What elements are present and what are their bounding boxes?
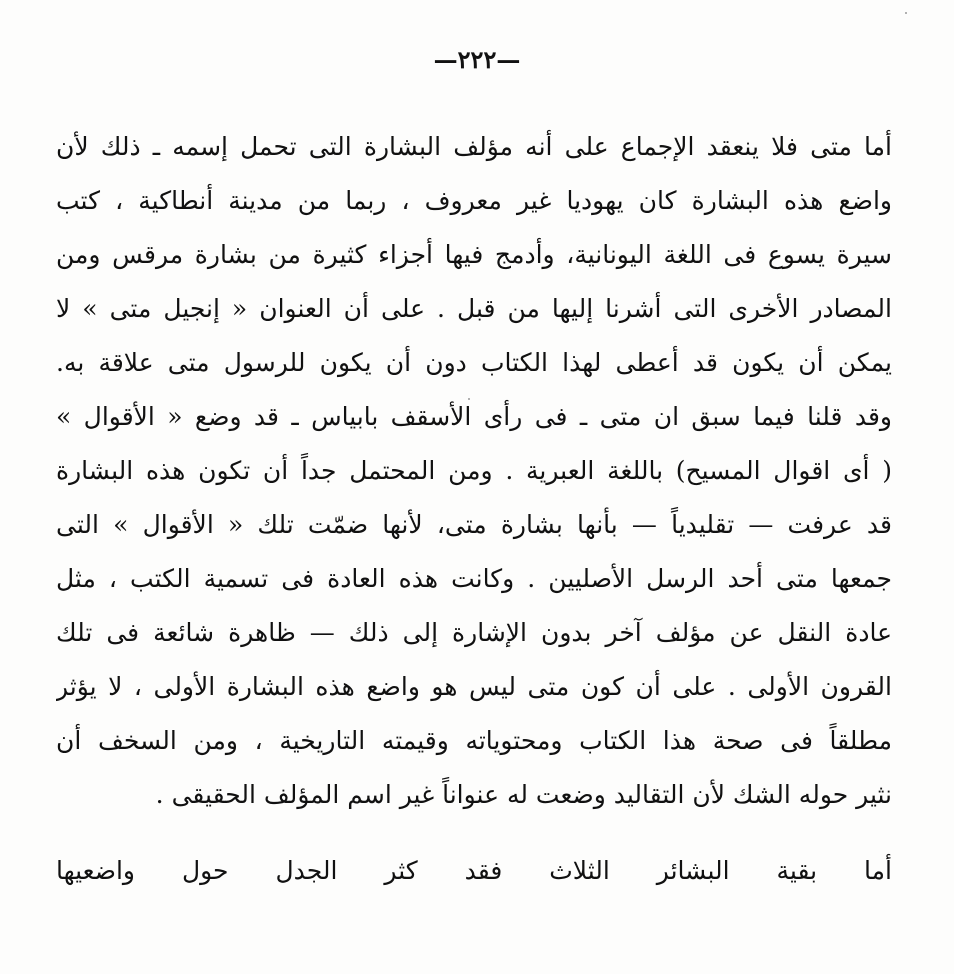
text-line: ( أى اقوال المسيح) باللغة العبرية . ومن المحتمل جداً أن تكون هذه البشارة <box>56 456 892 485</box>
text-line: سيرة يسوع فى اللغة اليونانية، وأدمج فيها أجزاء كثيرة من بشارة مرقس ومن <box>56 240 892 269</box>
text-line: أما متى فلا ينعقد الإجماع على أنه مؤلف البشارة التى تحمل إسمه ـ ذلك لأن <box>56 132 892 161</box>
text-line: يمكن أن يكون قد أعطى لهذا الكتاب دون أن يكون للرسول متى علاقة به. <box>56 348 892 377</box>
text-line: مطلقاً فى صحة هذا الكتاب ومحتوياته وقيمته التاريخية ، ومن السخف أن <box>56 726 892 755</box>
text-line: عادة النقل عن مؤلف آخر بدون الإشارة إلى ذلك — ظاهرة شائعة فى تلك <box>56 618 892 647</box>
text-line: واضع هذه البشارة كان يهوديا غير معروف ، ربما من مدينة أنطاكية ، كتب <box>56 186 892 215</box>
text-line: نثير حوله الشك لأن التقاليد وضعت له عنواناً غير اسم المؤلف الحقيقى . <box>155 780 892 809</box>
page-number: —٢٢٢— <box>433 45 521 74</box>
text-line: المصادر الأخرى التى أشرنا إليها من قبل . على أن العنوان « إنجيل متى » لا <box>56 294 892 323</box>
scan-speck <box>468 398 470 400</box>
body-text <box>56 120 892 822</box>
scan-speck <box>905 12 907 14</box>
text-line: وقد قلنا فيما سبق ان متى ـ فى رأى الأسقف بابياس ـ قد وضع « الأقوال » <box>56 402 892 431</box>
text-line: جمعها متى أحد الرسل الأصليين . وكانت هذه العادة فى تسمية الكتب ، مثل <box>56 564 892 593</box>
cut-off-line: أما بقية البشائر الثلاث فقد كثر الجدل حول واضعيها <box>56 856 892 885</box>
text-line: قد عرفت — تقليدياً — بأنها بشارة متى، لأنها ضمّت تلك « الأقوال » التى <box>56 510 892 539</box>
text-line: القرون الأولى . على أن كون متى ليس هو واضع هذه البشارة الأولى ، لا يؤثر <box>56 672 892 701</box>
